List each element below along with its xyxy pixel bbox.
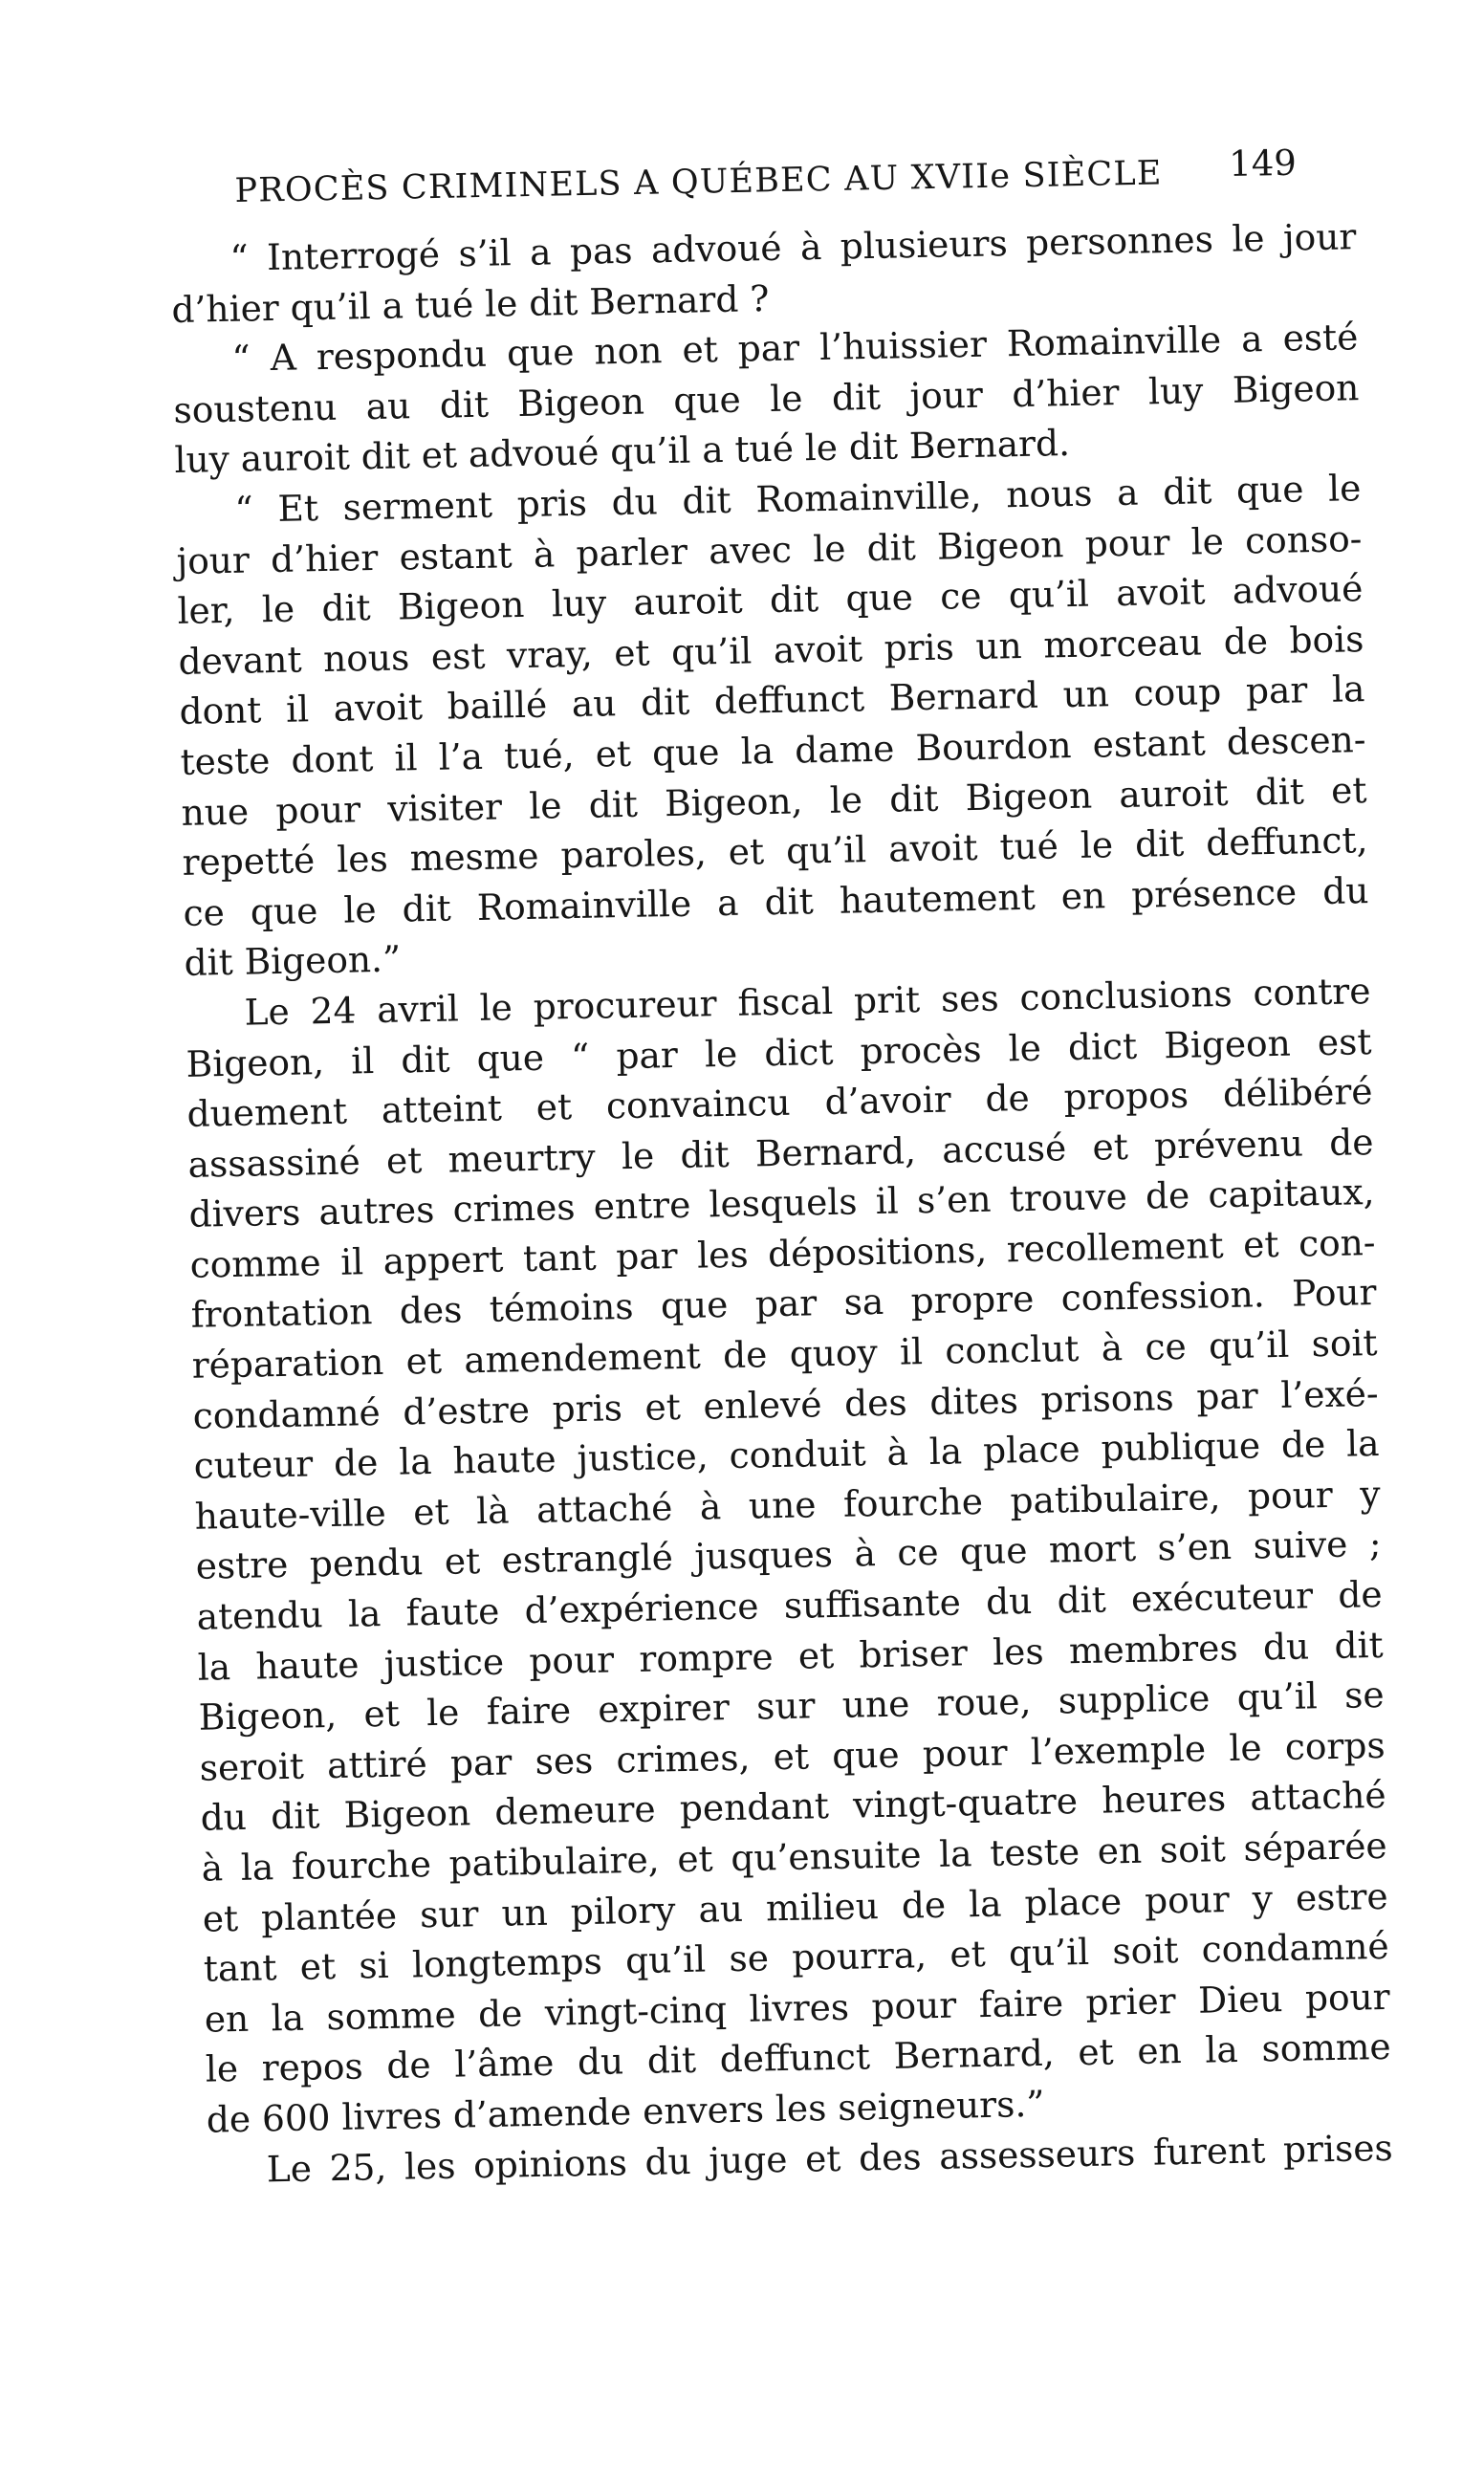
text-line: de 600 livres d’amende envers les seigneurs.” — [206, 2082, 1045, 2141]
text-line: Bigeon, il dit que “ par le dict procès le dict Bigeon est — [186, 1019, 1372, 1085]
text-line: ce que le dit Romainville a dit hautement en présence du — [183, 868, 1369, 934]
text-line: “ A respondu que non et par l’huissier Romainville a esté — [231, 316, 1359, 380]
text-line: devant nous est vray, et qu’il avoit pris un morceau de bois — [178, 617, 1364, 683]
text-line: estre pendu et estranglé jusques à ce que mort s’en suive ; — [195, 1522, 1382, 1588]
text-line: et plantée sur un pilory au milieu de la place pour y estre — [202, 1874, 1389, 1940]
text-line: tant et si longtemps qu’il se pourra, et qu’il soit condamné — [203, 1925, 1390, 1990]
running-title: PROCÈS CRIMINELS A QUÉBEC AU XVIIe SIÈCLE — [234, 154, 1163, 210]
text-line: haute-ville et là attaché à une fourche patibulaire, pour y — [194, 1472, 1381, 1538]
text-line: seroit attiré par ses crimes, et que pour l’exemple le corps — [199, 1723, 1386, 1789]
text-line: soustenu au dit Bigeon que le dit jour d’hier luy Bigeon — [173, 365, 1360, 431]
text-line: luy auroit dit et advoué qu’il a tué le dit Bernard. — [174, 422, 1071, 482]
text-line: “ Et serment pris du dit Romainville, nous a dit que le — [234, 467, 1362, 531]
text-line: ler, le dit Bigeon luy auroit dit que ce qu’il avoit advoué — [177, 567, 1364, 633]
text-line: du dit Bigeon demeure pendant vingt-quatre heures attaché — [200, 1774, 1386, 1840]
text-line: nue pour visiter le dit Bigeon, le dit Bigeon auroit dit et — [181, 768, 1367, 834]
text-line: teste dont il l’a tué, et que la dame Bourdon estant descen- — [180, 718, 1366, 783]
text-line: cuteur de la haute justice, conduit à la place publique de la — [193, 1422, 1380, 1488]
text-line: dont il avoit baillé au dit deffunct Bernard un coup par la — [179, 667, 1365, 733]
text-line: la haute justice pour rompre et briser les membres du dit — [197, 1623, 1384, 1689]
text-line: repetté les mesme paroles, et qu’il avoit tué le dit deffunct, — [182, 819, 1368, 884]
text-line: duement atteint et convaincu d’avoir de propos délibéré — [186, 1070, 1373, 1135]
text-line: divers autres crimes entre lesquels il s’en trouve de capitaux, — [188, 1170, 1375, 1236]
text-line: jour d’hier estant à parler avec le dit Bigeon pour le conso- — [176, 516, 1363, 582]
text-line: Le 24 avril le procureur fiscal prit ses conclusions contre — [244, 969, 1371, 1034]
text-line: comme il appert tant par les dépositions, recollement et con- — [189, 1220, 1376, 1286]
text-line: réparation et amendement de quoy il conclut à ce qu’il soit — [191, 1322, 1378, 1387]
text-line: Le 25, les opinions du juge et des assesseurs furent prises — [266, 2126, 1394, 2190]
text-line: Bigeon, et le faire expirer sur une roue, supplice qu’il se — [198, 1673, 1385, 1738]
text-line: condamné d’estre pris et enlevé des dites prisons par l’exé- — [192, 1371, 1379, 1437]
text-line: dit Bigeon.” — [184, 937, 402, 985]
page-number: 149 — [1228, 142, 1298, 186]
text-line: d’hier qu’il a tué le dit Bernard ? — [171, 276, 770, 331]
text-line: le repos de l’âme du dit deffunct Bernard, et en la somme — [205, 2025, 1392, 2091]
running-header — [234, 142, 1297, 220]
body-text — [170, 211, 1393, 2196]
text-line: assassiné et meurtry le dit Bernard, accusé et prévenu de — [187, 1120, 1374, 1186]
text-line: à la fourche patibulaire, et qu’ensuite la teste en soit séparée — [201, 1824, 1388, 1890]
text-line: en la somme de vingt-cinq livres pour faire prier Dieu pour — [204, 1975, 1391, 2041]
text-line: atendu la faute d’expérience suffisante du dit exécuteur de — [196, 1572, 1383, 1638]
text-line: frontation des témoins que par sa propre confession. Pour — [190, 1271, 1377, 1337]
text-line: “ Interrogé s’il a pas advoué à plusieurs personnes le jour — [229, 215, 1357, 279]
